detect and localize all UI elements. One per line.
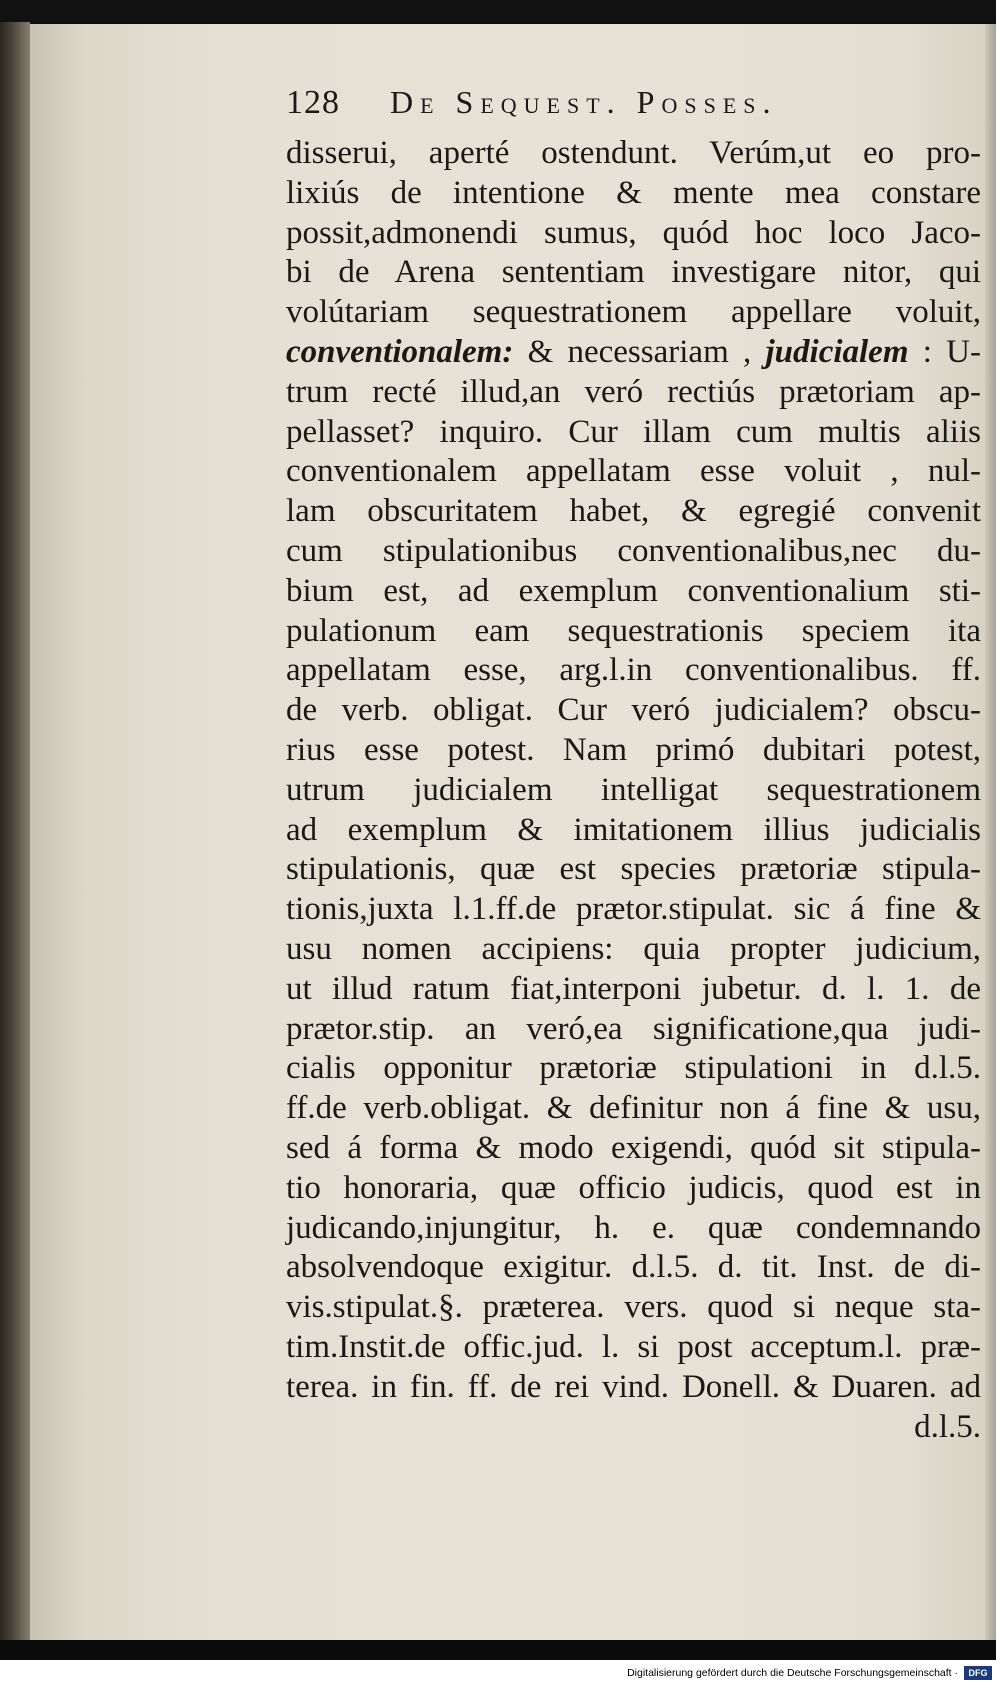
text-line: rius esse potest. Nam primó dubitari potest,: [286, 731, 981, 768]
text-line: pulationum eam sequestrationis speciem ita: [286, 612, 981, 649]
text-line: lixiús de intentione & mente mea constare: [286, 174, 981, 211]
text-line: judicando,injungitur, h. e. quæ condemnando: [286, 1209, 981, 1246]
running-head: [286, 84, 906, 134]
text-line: ad exemplum & imitationem illius judicialis: [286, 811, 981, 848]
text-line: volútariam sequestrationem appellare voluit,: [286, 294, 981, 331]
text-line: possit,admonendi sumus, quód hoc loco Jaco-: [286, 214, 981, 251]
page-number: 128: [286, 84, 340, 121]
digitization-footer: [0, 1660, 1000, 1688]
text-line: terea. in fin. ff. de rei vind. Donell. & Duaren. ad: [286, 1368, 981, 1405]
text-span: & necessariam ,: [513, 333, 766, 370]
text-line: pellasset? inquiro. Cur illam cum multis aliis: [286, 413, 981, 450]
text-line: ff.de verb.obligat. & definitur non á fine & usu,: [286, 1090, 981, 1127]
text-line: stipulationis, quæ est species prætoriæ stipula-: [286, 851, 981, 888]
text-line: vis.stipulat.§. præterea. vers. quod si neque sta-: [286, 1289, 981, 1326]
page-right-edge: [985, 24, 996, 1640]
text-line: utrum judicialem intelligat sequestrationem: [286, 771, 981, 808]
text-line: disserui, aperté ostendunt. Verúm,ut eo pro-: [286, 135, 981, 171]
italic-term: judicialem: [765, 333, 909, 370]
scan-top-border: [0, 0, 996, 22]
text-line: bium est, ad exemplum conventionalium sti-: [286, 572, 981, 609]
text-line: tio honoraria, quæ officio judicis, quod est in: [286, 1169, 981, 1206]
text-line: lam obscuritatem habet, & egregié convenit: [286, 493, 981, 530]
text-line: usu nomen accipiens: quia propter judicium,: [286, 930, 981, 967]
text-line: absolvendoque exigitur. d.l.5. d. tit. Inst. de di-: [286, 1249, 981, 1286]
book-gutter-edge: [0, 22, 30, 1640]
text-line-last: d.l.5.: [914, 1408, 981, 1445]
dfg-logo: DFG: [964, 1666, 992, 1680]
text-line: cialis opponitur prætoriæ stipulationi in d.l.5.: [286, 1050, 981, 1087]
text-line: conventionalem appellatam esse voluit , nul-: [286, 453, 981, 490]
text-line: ut illud ratum fiat,interponi jubetur. d. l. 1. de: [286, 970, 981, 1007]
body-text: [286, 134, 981, 1447]
text-line: trum recté illud,an veró rectiús prætoriam ap-: [286, 373, 981, 410]
text-line: appellatam esse, arg.l.in conventionalibus. ff.: [286, 652, 981, 689]
text-line: tim.Instit.de offic.jud. l. si post acceptum.l. præ-: [286, 1328, 981, 1365]
text-line: de verb. obligat. Cur veró judicialem? obscu-: [286, 692, 981, 729]
text-line: tionis,juxta l.1.ff.de prætor.stipulat. sic á fine &: [286, 891, 981, 928]
text-line: bi de Arena sententiam investigare nitor, qui: [286, 254, 981, 291]
text-line-mixed: [286, 333, 981, 373]
text-line: sed á forma & modo exigendi, quód sit stipula-: [286, 1129, 981, 1166]
italic-term: conventionalem:: [286, 333, 514, 370]
funding-credit: Digitalisierung gefördert durch die Deutsche Forschungsgemeinschaft ·: [627, 1667, 958, 1679]
running-title: De Sequest. Posses.: [390, 84, 778, 120]
text-span: : U-: [908, 333, 981, 370]
scan-bottom-border: [0, 1640, 996, 1660]
text-line: prætor.stip. an veró,ea significatione,qua judi-: [286, 1010, 981, 1047]
text-line: cum stipulationibus conventionalibus,nec du-: [286, 532, 981, 569]
